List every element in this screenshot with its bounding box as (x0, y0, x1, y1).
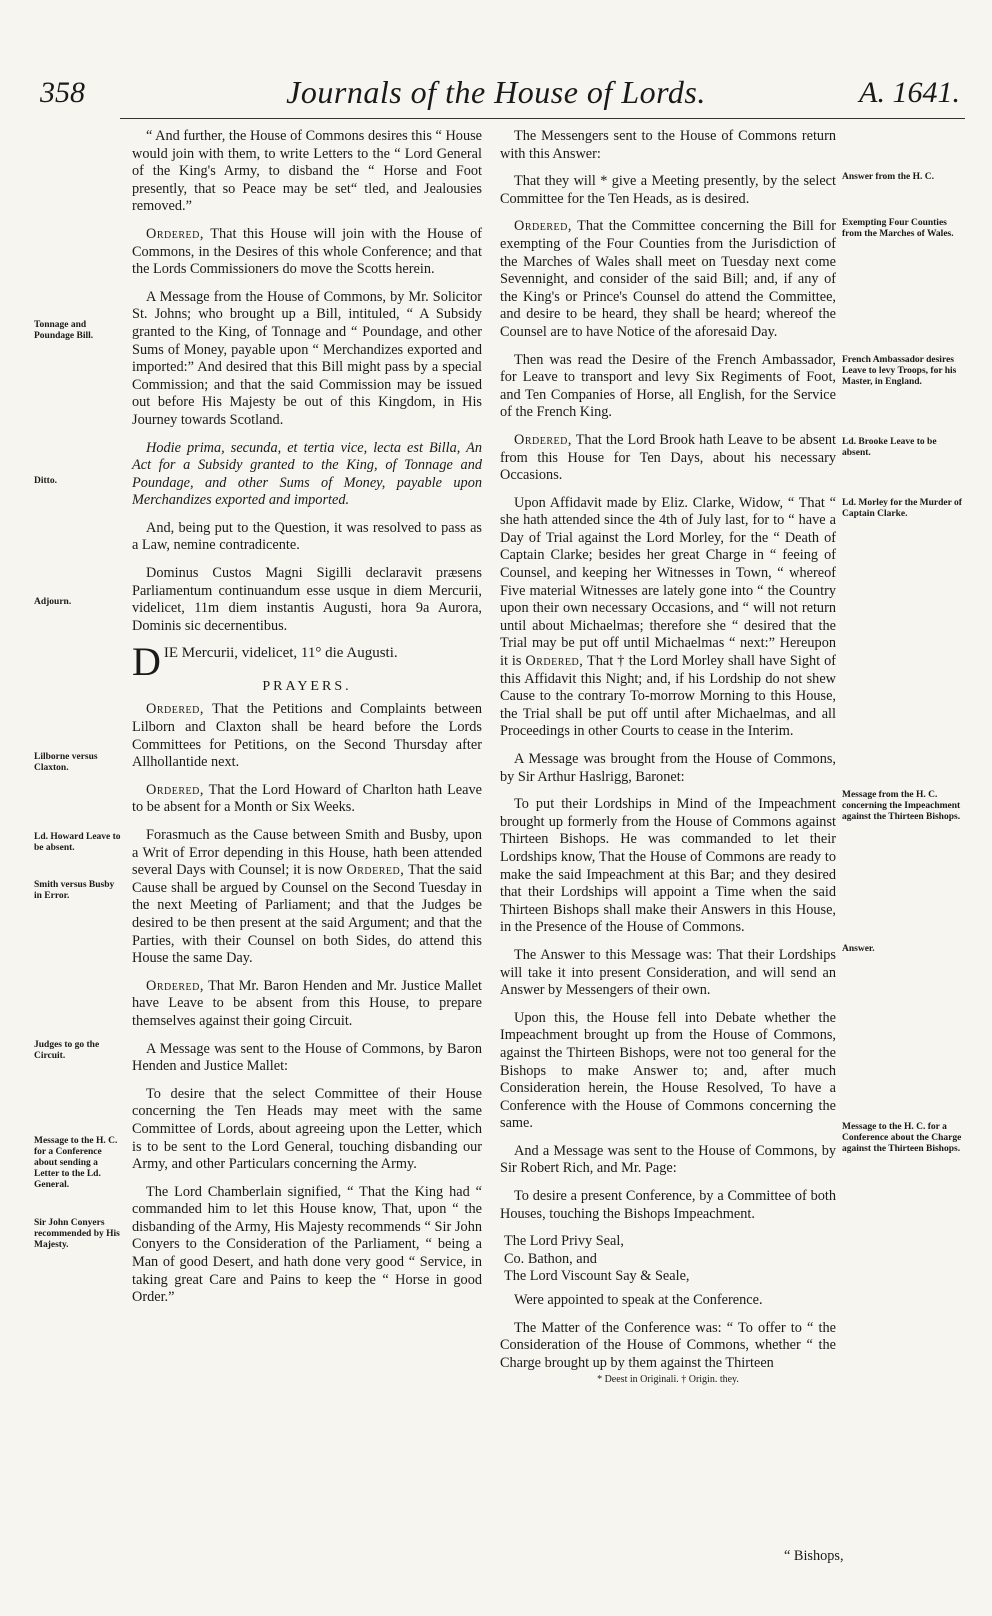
day-heading (132, 639, 482, 685)
paragraph: Dominus Custos Magni Sigilli declaravit præsens Parliamentum continuandum esse usque in diem Mercurii, videlicet, 11m diem instantis Augusti, hora 9a Aurora, Dominis sic decernentibus. (132, 565, 482, 634)
margin-note: Answer from the H. C. (842, 172, 934, 182)
paragraph: The Answer to this Message was: That their Lordships will take it into present Consideration, and will send an Answer by Messengers of their own. (500, 946, 836, 999)
paragraph: To desire that the select Committee of their House concerning the Ten Heads may meet with the same Committee of Lords, about agreeing upon the Letter, which is to be sent to the Lord General, touching disbanding our Army, and other Particulars concerning the Army. (132, 1085, 482, 1173)
margin-note: Ditto. (34, 476, 57, 486)
margin-note: Adjourn. (34, 597, 72, 607)
catchword: “ Bishops, (784, 1548, 844, 1564)
page-header (28, 68, 964, 118)
footnote: * Deest in Originali. † Origin. they. (597, 1374, 739, 1386)
paragraph (132, 226, 482, 279)
paragraph: To desire a present Conference, by a Committee of both Houses, touching the Bishops Impeachment. (500, 1188, 836, 1222)
name-entry: Co. Bathon, and (504, 1250, 597, 1267)
paragraph (132, 701, 482, 771)
paragraph-text: Upon Affidavit made by Eliz. Clarke, Widow, “ That “ she hath attended since the 4th of July last, for to “ have a Day of Trial against the Lord Morley, for the “ Death of Captain Clarke; besides her great Charge in “ feeing of Counsel, and keeping her Witnesses in Town, “ whereof Five material Witnesses are lately gone into “ the Country upon their own necessary Occasions, and “ will not return until about Michaelmas; therefore she “ desired that the Trial may be put off until Michaelmas “ next:” Hereupon it is (500, 494, 836, 670)
names-list (500, 1233, 836, 1286)
margin-note: Ld. Howard Leave to be absent. (34, 832, 121, 853)
ordered-heading: Ordered, (514, 431, 572, 448)
paragraph-text: That the Lord Brook hath Leave to be absent from this House for Ten Days, about his necessary Occasions. (500, 431, 836, 484)
ordered-heading: Ordered, (146, 225, 204, 242)
paragraph-text: That † the Lord Morley shall have Sight of this Affidavit this Night; and, if his Lordship do not shew Cause to the contrary To-morrow Morning to this House, the Trial shall be put off until after Michaelmas, and all Proceedings in other Courts to cease in the Interim. (500, 653, 836, 740)
paragraph: And a Message was sent to the House of Commons, by Sir Robert Rich, and Mr. Page: (500, 1142, 836, 1177)
ordered-heading: Ordered, (146, 977, 204, 994)
left-column (132, 128, 482, 1317)
paragraph: A Message was sent to the House of Commons, by Baron Henden and Justice Mallet: (132, 1040, 482, 1075)
paragraph: The Matter of the Conference was: “ To offer to “ the Consideration of the House of Commons, whether “ the Charge brought up by them against the Thirteen (500, 1319, 836, 1371)
margin-note: Ld. Morley for the Murder of Captain Clarke. (842, 498, 962, 519)
paragraph-text: That the Petitions and Complaints between Lilborn and Claxton shall be heard before the Lords Committees for Petitions, on the Second Thursday after Allhollantide next. (132, 701, 482, 771)
paragraph-text: That Mr. Baron Henden and Mr. Justice Mallet have Leave to be absent from this House, to prepare themselves against their going Circuit. (132, 977, 482, 1029)
right-column (500, 128, 836, 1385)
paragraph: The Lord Chamberlain signified, “ That the King had “ commanded him to let this House know, That, upon “ the disbanding of the Army, His Majesty recommends “ Sir John Conyers to the Consideration of the Parliament, “ being a Man of good Desert, and hath done very good “ Service, in taking great Care and Pains to keep the “ Horse in good Order.” (132, 1183, 482, 1306)
paragraph-text: Forasmuch as the Cause between Smith and Busby, upon a Writ of Error depending in this House, hath been attended several Days with Counsel; it is now (132, 827, 482, 879)
paragraph (132, 782, 482, 817)
paragraph: Were appointed to speak at the Conference. (514, 1292, 763, 1309)
prayers-heading: PRAYERS. (262, 679, 352, 695)
name-entry: The Lord Viscount Say & Seale, (504, 1268, 690, 1285)
margin-note: Ld. Brooke Leave to be absent. (842, 437, 937, 458)
ordered-heading: Ordered, (146, 701, 204, 718)
page-number: 358 (40, 76, 85, 109)
margin-note: Sir John Conyers recommended by His Majesty. (34, 1218, 120, 1250)
paragraph: A Message was brought from the House of Commons, by Sir Arthur Haslrigg, Baronet: (500, 751, 836, 785)
paragraph (132, 978, 482, 1031)
ordered-heading: Ordered, (146, 781, 204, 798)
margin-note: Judges to go the Circuit. (34, 1040, 100, 1061)
margin-note: Exempting Four Counties from the Marches of Wales. (842, 218, 954, 239)
header-rule (120, 118, 965, 119)
ordered-heading: Ordered, (525, 653, 584, 670)
margin-note: Answer. (842, 944, 875, 954)
margin-note: Message from the H. C. concerning the Impeachment against the Thirteen Bishops. (842, 790, 961, 822)
paragraph: The Messengers sent to the House of Commons return with this Answer: (500, 128, 836, 162)
paragraph-text: That this House will join with the House of Commons, in the Desires of this whole Conference; and that the Lords Commissioners do move the Scotts herein. (132, 225, 482, 278)
paragraph: To put their Lordships in Mind of the Impeachment brought up formerly from the House of Commons against Thirteen Bishops. He was commanded to let their Lordships know, That the House of Commons are ready to make the said Impeachment at this Bar; and they desired that their Lordships will appoint a Time when the said Thirteen Bishops shall make their Answers in this House, in the Presence of the House of Commons. (500, 796, 836, 936)
margin-note: Message to the H. C. for a Conference about sending a Letter to the Ld. General. (34, 1136, 118, 1190)
paragraph-text: That the said Cause shall be argued by Counsel on the Second Tuesday in the next Meeting of Parliament; and that the Judges be desired to be then present at the said Argument; and that the Parties, with their Counsel on both Sides, do attend this House the same Day. (132, 862, 482, 967)
paragraph (500, 432, 836, 485)
margin-note: Smith versus Busby in Error. (34, 880, 115, 901)
drop-cap: D (132, 639, 161, 685)
paragraph: Hodie prima, secunda, et tertia vice, lecta est Billa, An Act for a Subsidy granted to the King, of Tonnage and Poundage, and other Sums of Money, payable upon Merchandizes exported and imported. (132, 439, 482, 509)
paragraph (132, 827, 482, 968)
paragraph: That they will * give a Meeting presently, by the select Committee for the Ten Heads, as is desired. (500, 173, 836, 207)
paragraph-text: That the Lord Howard of Charlton hath Leave to be absent for a Month or Six Weeks. (132, 781, 482, 816)
margin-note: Lilborne versus Claxton. (34, 752, 98, 773)
paragraph: Upon this, the House fell into Debate whether the Impeachment brought up from the House of Commons, against the Thirteen Bishops, were not too general for the Bishops to make Answer to; and, after much Consideration herein, the House Resolved, To have a Conference with the House of Commons concerning the same. (500, 1009, 836, 1132)
paragraph: Then was read the Desire of the French Ambassador, for Leave to transport and levy Six Regiments of Foot, and Ten Companies of Horse, all English, for the Service of the French King. (500, 351, 836, 421)
paragraph: And, being put to the Question, it was resolved to pass as a Law, nemine contradicente. (132, 519, 482, 554)
margin-note: Tonnage and Poundage Bill. (34, 320, 94, 341)
paragraph: “ And further, the House of Commons desires this “ House would join with them, to write Letters to the “ Lord General of the King's Army, to disband the “ Horse and Foot presently, that so Peace may be set“ tled, and Jealousies removed.” (132, 128, 482, 215)
running-title: Journals of the House of Lords. (286, 74, 706, 110)
name-entry: The Lord Privy Seal, (504, 1233, 624, 1250)
paragraph-text: That the Committee concerning the Bill for exempting of the Four Counties from the Jurisdiction of the Marches of Wales shall meet on Tuesday next come Sevennight, and consider of the said Bill; and, if any of the King's or Prince's Counsel do attend the Committee, and desire to be heard, they shall be heard; whereof the Counsel are to have Notice of the aforesaid Day. (500, 218, 836, 340)
ordered-heading: Ordered, (514, 218, 572, 235)
ordered-heading: Ordered, (346, 862, 405, 879)
year-label: A. 1641. (859, 76, 960, 109)
paragraph (500, 218, 836, 341)
margin-note: French Ambassador desires Leave to levy Troops, for his Master, in England. (842, 355, 957, 387)
paragraph: A Message from the House of Commons, by Mr. Solicitor St. Johns; who brought up a Bill, intituled, “ A Subsidy granted to the King, of Tonnage and “ Poundage, and other Sums of Money, payable upon “ Merchandizes exported and imported:” And desired that this Bill might pass by a special Commission; and that the said Commission may be issued out before His Majesty be out of this Kingdom, in His Journey towards Scotland. (132, 288, 482, 428)
margin-note: Message to the H. C. for a Conference about the Charge against the Thirteen Bishops. (842, 1122, 962, 1154)
paragraph (500, 495, 836, 741)
day-heading-text: IE Mercurii, videlicet, 11° die Augusti. (163, 645, 398, 662)
